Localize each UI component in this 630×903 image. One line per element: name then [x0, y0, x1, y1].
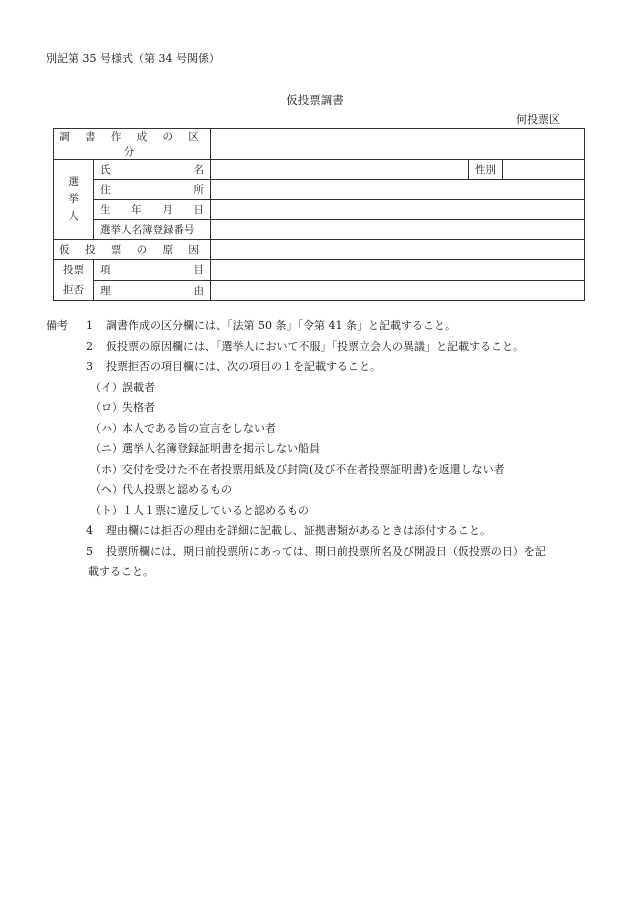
sub-item: （ロ） 失格者	[90, 401, 155, 414]
sub-item: （ヘ） 代人投票と認めるもの	[90, 483, 232, 496]
row-category	[54, 129, 585, 160]
item-field[interactable]	[211, 260, 585, 281]
note-item: 5 投票所欄には、期日前投票所にあっては、期日前投票所名及び開設日（仮投票の日）を記	[86, 544, 546, 558]
category-label: 調 書 作 成 の 区 分	[54, 129, 211, 160]
note-continuation: 載すること。	[88, 565, 154, 578]
reason-field[interactable]	[211, 280, 585, 301]
registry-label: 選挙人名簿登録番号	[94, 220, 211, 240]
sub-item: （ハ） 本人である旨の宣言をしない者	[90, 421, 276, 435]
sub-item: （ト） １人１票に違反していると認めるもの	[90, 503, 309, 517]
notes-section	[46, 316, 586, 583]
row-cause	[54, 240, 585, 260]
note-item: 備考 1 調書作成の区分欄には、「法第 50 条」「令第 41 条」と記載すること。	[46, 316, 586, 337]
district-label: 何投票区	[516, 113, 560, 126]
row-birth	[54, 200, 585, 220]
birth-field[interactable]	[211, 200, 585, 220]
cause-field[interactable]	[211, 240, 585, 260]
birth-label: 生 年 月 日	[94, 200, 211, 220]
row-reason	[54, 280, 585, 301]
row-address	[54, 180, 585, 200]
row-item	[54, 260, 585, 281]
row-registry	[54, 220, 585, 240]
form-table	[53, 128, 585, 301]
sub-item: （ホ） 交付を受けた不在者投票用紙及び封筒(及び不在者投票証明書)を返還しない者	[90, 462, 505, 476]
address-label: 住 所	[94, 180, 211, 200]
reason-label: 理 由	[94, 280, 211, 301]
note-item: 4 理由欄には拒否の理由を詳細に記載し、証拠書類があるときは添付すること。	[86, 524, 491, 537]
note-item: 3 投票拒否の項目欄には、次の項目の１を記載すること。	[86, 360, 381, 373]
row-name	[54, 160, 585, 180]
rejection-group-label: 投票 拒否	[54, 260, 94, 301]
name-field[interactable]	[211, 160, 469, 180]
gender-field[interactable]	[503, 160, 585, 180]
cause-label: 仮 投 票 の 原 因	[54, 240, 211, 260]
name-label: 氏 名	[94, 160, 211, 180]
sub-item: （イ） 誤載者	[90, 380, 155, 394]
note-item: 2 仮投票の原因欄には、「選挙人において不服」「投票立会人の異議」と記載すること。	[86, 339, 524, 353]
registry-field[interactable]	[211, 220, 585, 240]
gender-label: 性別	[469, 160, 503, 180]
sub-item: （ニ） 選挙人名簿登録証明書を掲示しない船員	[90, 442, 320, 455]
document-title: 仮投票調書	[286, 93, 344, 107]
address-field[interactable]	[211, 180, 585, 200]
item-label: 項 目	[94, 260, 211, 281]
category-field[interactable]	[211, 129, 585, 160]
form-reference: 別記第 35 号様式（第 34 号関係）	[46, 52, 220, 65]
notes-heading: 備考	[46, 319, 68, 332]
voter-group-label: 選 挙 人	[54, 160, 94, 240]
